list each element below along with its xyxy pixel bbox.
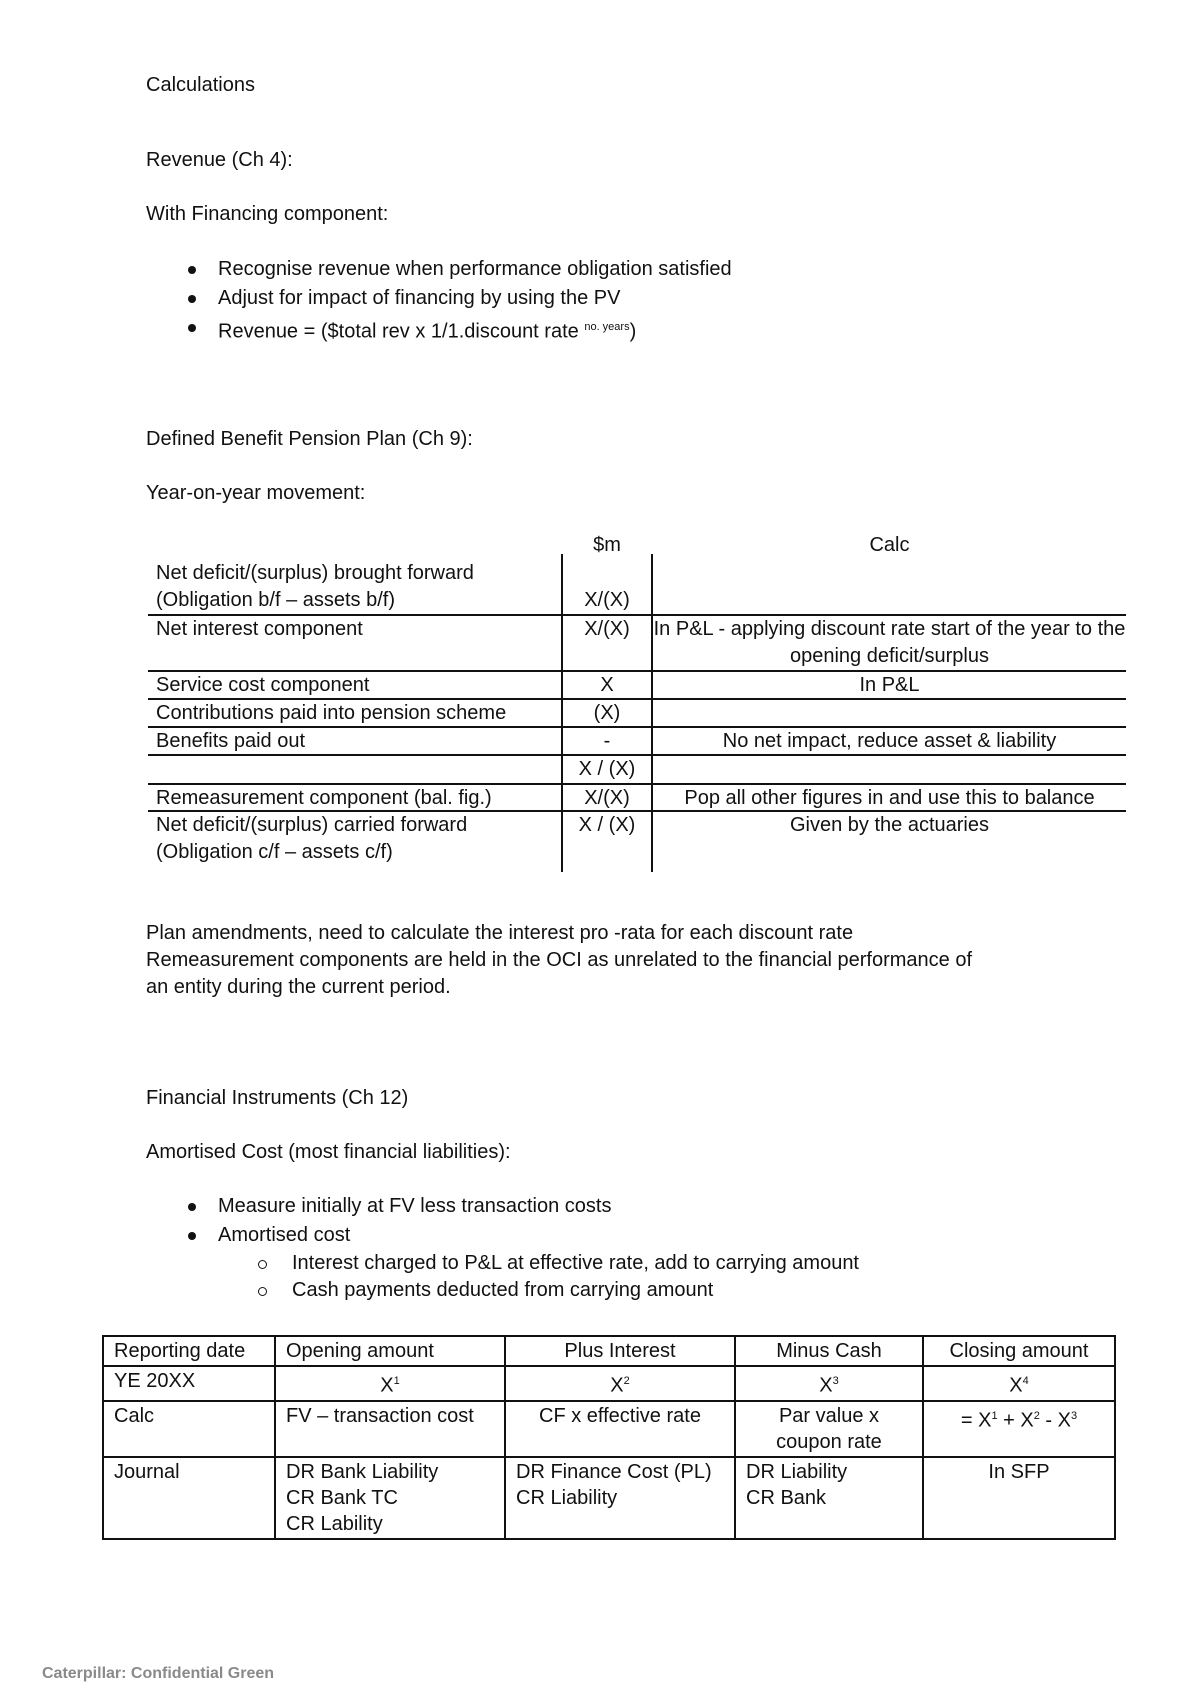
formula-part: + X bbox=[997, 1409, 1034, 1432]
table-row bbox=[103, 1366, 1115, 1401]
column-header: Closing amount bbox=[923, 1336, 1115, 1366]
pension-subheading: Year-on-year movement: bbox=[146, 482, 366, 504]
cell-value: X bbox=[819, 1374, 833, 1397]
table-cell bbox=[505, 1457, 735, 1539]
table-header-row bbox=[103, 1336, 1115, 1366]
table-row bbox=[148, 812, 1126, 866]
pension-calc: Given by the actuaries bbox=[790, 814, 989, 836]
pension-col-calc-header: Calc bbox=[869, 534, 910, 556]
column-header: Reporting date bbox=[103, 1336, 275, 1366]
table-row bbox=[148, 756, 1126, 783]
financial-bullet-list bbox=[146, 1192, 859, 1304]
column-header: Plus Interest bbox=[505, 1336, 735, 1366]
cell-value: X bbox=[380, 1374, 394, 1397]
cell-superscript: 4 bbox=[1022, 1375, 1029, 1387]
cell-line: coupon rate bbox=[776, 1430, 882, 1453]
pension-calc: In P&L - applying discount rate start of the year to the opening deficit/surplus bbox=[653, 618, 1126, 667]
table-row bbox=[148, 700, 1126, 727]
sub-list-item: Interest charged to P&L at effective rate, add to carrying amount bbox=[146, 1250, 859, 1277]
cell-line: Par value x bbox=[778, 1404, 880, 1427]
table-divider bbox=[651, 554, 653, 872]
pension-col-value-header: $m bbox=[593, 534, 621, 556]
table-cell bbox=[735, 1457, 923, 1539]
table-divider bbox=[148, 670, 1126, 672]
amortised-cost-table bbox=[102, 1335, 1116, 1540]
formula-part: - X bbox=[1039, 1409, 1071, 1432]
pension-label: Net deficit/(surplus) brought forward (Obligation b/f – assets b/f) bbox=[156, 562, 474, 611]
list-item bbox=[146, 313, 732, 342]
row-label: YE 20XX bbox=[103, 1366, 275, 1401]
table-cell bbox=[735, 1401, 923, 1457]
pension-value: (X) bbox=[593, 702, 621, 724]
sub-list-item: Cash payments deducted from carrying amount bbox=[146, 1277, 859, 1304]
cell-superscript: 3 bbox=[832, 1375, 839, 1387]
table-cell bbox=[923, 1366, 1115, 1401]
cell-line: DR Bank Liability bbox=[286, 1460, 439, 1483]
table-cell: CF x effective rate bbox=[505, 1401, 735, 1457]
revenue-subheading: With Financing component: bbox=[146, 203, 389, 225]
table-row bbox=[103, 1401, 1115, 1457]
table-row bbox=[148, 728, 1126, 755]
table-divider bbox=[148, 614, 1126, 616]
table-row bbox=[148, 560, 1126, 614]
cell-line: DR Finance Cost (PL) bbox=[516, 1460, 712, 1483]
confidentiality-footer: Caterpillar: Confidential Green bbox=[42, 1665, 275, 1682]
table-cell: In SFP bbox=[923, 1457, 1115, 1539]
pension-label: Net interest component bbox=[156, 618, 363, 640]
formula-close: ) bbox=[629, 320, 637, 343]
column-header: Opening amount bbox=[275, 1336, 505, 1366]
table-divider bbox=[148, 783, 1126, 785]
column-header: Minus Cash bbox=[735, 1336, 923, 1366]
pension-value: X / (X) bbox=[578, 814, 636, 836]
pension-calc: In P&L bbox=[859, 674, 920, 696]
pension-label: Service cost component bbox=[156, 674, 370, 696]
cell-line: CR Lability bbox=[286, 1512, 383, 1535]
pension-label: Remeasurement component (bal. fig.) bbox=[156, 787, 492, 809]
formula-part: = X bbox=[960, 1409, 992, 1432]
cell-value: X bbox=[610, 1374, 624, 1397]
formula-superscript: 3 bbox=[1070, 1409, 1078, 1422]
list-item: Recognise revenue when performance obligation satisfied bbox=[146, 255, 732, 284]
pension-value: - bbox=[603, 730, 611, 752]
pension-label: Benefits paid out bbox=[156, 730, 305, 752]
cell-line: CR Bank TC bbox=[286, 1486, 398, 1509]
row-label: Calc bbox=[103, 1401, 275, 1457]
formula-superscript: 2 bbox=[1033, 1409, 1040, 1422]
cell-superscript: 1 bbox=[393, 1375, 400, 1387]
revenue-formula: Revenue = ($total rev x 1/1.discount rate bbox=[218, 320, 579, 343]
document-title: Calculations bbox=[146, 74, 255, 96]
pension-note-remeasurement: Remeasurement components are held in the OCI as unrelated to the financial performance of bbox=[146, 949, 973, 971]
table-row bbox=[148, 785, 1126, 812]
table-cell: FV – transaction cost bbox=[275, 1401, 505, 1457]
revenue-bullet-list bbox=[146, 255, 732, 342]
pension-label: Net deficit/(surplus) carried forward (Obligation c/f – assets c/f) bbox=[156, 814, 468, 863]
formula-superscript: no. years bbox=[584, 321, 630, 333]
table-divider bbox=[148, 698, 1126, 700]
table-cell bbox=[505, 1366, 735, 1401]
list-item: Amortised cost bbox=[146, 1221, 859, 1250]
revenue-heading: Revenue (Ch 4): bbox=[146, 149, 293, 171]
cell-line: CR Liability bbox=[516, 1486, 618, 1509]
cell-line: CR Bank bbox=[746, 1486, 827, 1509]
cell-value: X bbox=[1009, 1374, 1023, 1397]
financial-subheading: Amortised Cost (most financial liabilities): bbox=[146, 1141, 511, 1163]
table-row bbox=[148, 616, 1126, 670]
pension-label: Contributions paid into pension scheme bbox=[156, 702, 507, 724]
cell-line: DR Liability bbox=[746, 1460, 848, 1483]
table-cell bbox=[923, 1401, 1115, 1457]
table-divider bbox=[148, 810, 1126, 812]
pension-value: X bbox=[600, 674, 614, 696]
cell-superscript: 2 bbox=[623, 1375, 630, 1387]
pension-calc: No net impact, reduce asset & liability bbox=[722, 730, 1057, 752]
pension-subtotal: X / (X) bbox=[578, 758, 636, 780]
table-divider bbox=[561, 554, 563, 872]
pension-value: X/(X) bbox=[584, 787, 630, 809]
pension-calc: Pop all other figures in and use this to balance bbox=[684, 787, 1095, 809]
financial-heading: Financial Instruments (Ch 12) bbox=[146, 1087, 409, 1109]
table-row bbox=[103, 1457, 1115, 1539]
table-row bbox=[148, 672, 1126, 699]
pension-value: X/(X) bbox=[584, 589, 630, 611]
list-item: Measure initially at FV less transaction costs bbox=[146, 1192, 859, 1221]
pension-note-remeasurement-cont: an entity during the current period. bbox=[146, 976, 451, 998]
table-divider bbox=[148, 754, 1126, 756]
table-cell bbox=[275, 1457, 505, 1539]
table-divider bbox=[148, 726, 1126, 728]
table-cell bbox=[275, 1366, 505, 1401]
pension-note-plan-amendments: Plan amendments, need to calculate the interest pro -rata for each discount rate bbox=[146, 922, 854, 944]
pension-value: X/(X) bbox=[584, 618, 630, 640]
list-item: Adjust for impact of financing by using the PV bbox=[146, 284, 732, 313]
formula-superscript: 1 bbox=[991, 1409, 998, 1422]
table-cell bbox=[735, 1366, 923, 1401]
row-label: Journal bbox=[103, 1457, 275, 1539]
pension-heading: Defined Benefit Pension Plan (Ch 9): bbox=[146, 428, 473, 450]
